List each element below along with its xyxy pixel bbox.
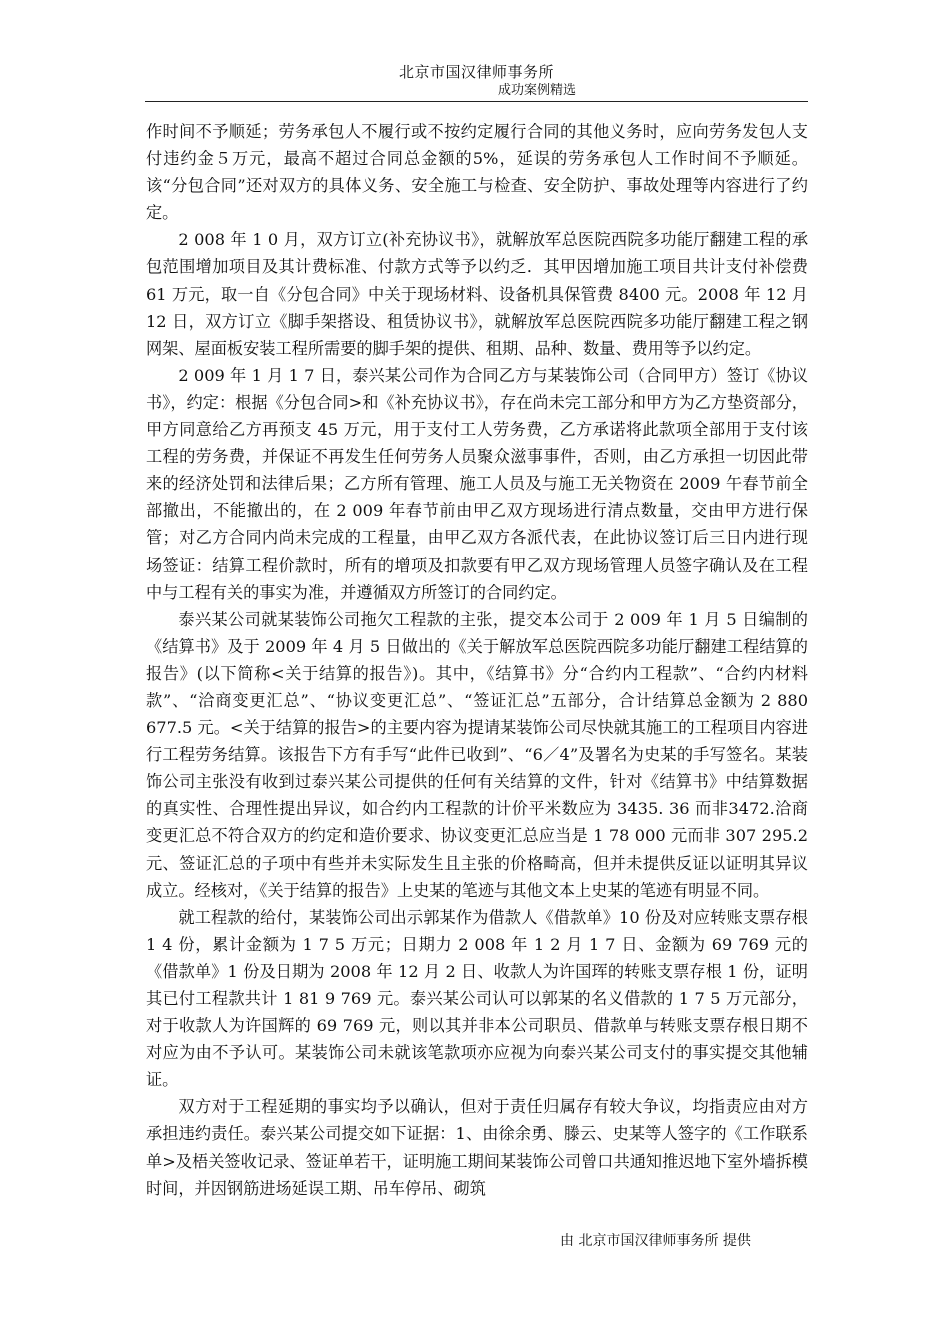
header-rule xyxy=(145,101,808,102)
paragraph: 作时间不予顺延；劳务承包人不履行或不按约定履行合同的其他义务时，应向劳务发包人支付违约金５万元，最高不超过合同总金额的5%，延误的劳务承包人工作时间不予顺延。该“分包合同”还对双方的具体义务、安全施工与检查、安全防护、事故处理等内容进行了约定。 xyxy=(146,122,808,223)
page-footer: 由 北京市国汉律师事务所 提供 xyxy=(560,1233,751,1249)
firm-name: 北京市国汉律师事务所 xyxy=(398,63,554,81)
paragraph: 双方对于工程延期的事实均予以确认，但对于责任归属存有较大争议，均指责应由对方承担违约责任。泰兴某公司提交如下证据：1、由徐余勇、滕云、史某等人签字的《工作联系单>及梧关签收记录、签证单若干，证明施工期间某装饰公司曾口共通知推迟地下室外墙拆模时间，并因钢筋进场延误工期、吊车停吊、砌筑 xyxy=(146,1097,808,1198)
paragraph: 2 008 年 1 0 月，双方订立(补充协议书》，就解放军总医院西院多功能厅翻建工程的承包范围增加项目及其计费标准、付款方式等予以约乏．其甲因增加施工项目共计支付补偿费 61 万元，取一自《分包合同》中关于现场材料、设备机具保管费 8400 元。2008 年 12 月 12 日，双方订立《脚手架搭设、租赁协议书》，就解放军总医院西院多功能厅翻建工程之钢网架、屋面板安装工程所需要的脚手架的提供、租期、品种、数量、费用等予以约定。 xyxy=(146,230,808,358)
page-header xyxy=(145,62,808,99)
paragraph: 泰兴某公司就某装饰公司拖欠工程款的主张，提交本公司于 2 009 年 1 月 5 日编制的《结算书》及于 2009 年 4 月 5 日做出的《关于解放军总医院西院多功能厅翻建工程结算的报告》(以下简称<关于结算的报告》)。其中，《结算书》分“合约内工程款”、“合约内材料款”、“洽商变更汇总”、“协议变更汇总”、“签证汇总”五部分，合计结算总金额为 2 880 677.5 元。<关于结算的报告>的主要内容为提请某装饰公司尽快就其施工的工程项目内容进行工程劳务结算。该报告下方有手写“此件已收到”、“6／4”及署名为史某的手写签名。某装饰公司主张没有收到过泰兴某公司提供的任何有关结算的文件，针对《结算书》中结算数据的真实性、合理性提出异议，如合约内工程款的计价平米数应为 3435. 36 而非3472.洽商变更汇总不符合双方的约定和造价要求、协议变更汇总应当是 1 78 000 元而非 307 295.2 元、签证汇总的子项中有些并未实际发生且主张的价格畸高，但并未提供反证以证明其异议成立。经核对，《关于结算的报告》上史某的笔迹与其他文本上史某的笔迹有明显不同。 xyxy=(146,609,808,900)
paragraph: 就工程款的给付，某装饰公司出示郭某作为借款人《借款单》10 份及对应转账支票存根 1 4 份，累计金额为 1 7 5 万元；日期力 2 008 年 1 2 月 1 7 日、金额为 69 769 元的《借款单》1 份及日期为 2008 年 12 月 2 日、收款人为许国珲的转账支票存根 1 份，证明其已付工程款共计 1 81 9 769 元。泰兴某公司认可以郭某的名义借款的 1 7 5 万元部分，对于收款人为许国辉的 69 769 元，则以其并非本公司职员、借款单与转账支票存根日期不对应为由不予认可。某装饰公司未就该笔款项亦应视为向泰兴某公司支付的事实提交其他辅证。 xyxy=(146,907,808,1090)
paragraph: 2 009 年 1 月 1 7 日，泰兴某公司作为合同乙方与某装饰公司（合同甲方）签订《协议书》，约定：根据《分包合同>和《补充协议书》，存在尚未完工部分和甲方为乙方垫资部分，甲方同意给乙方再预支 45 万元，用于支付工人劳务费，乙方承诺将此款项全部用于支付该工程的劳务费，并保证不再发生任何劳务人员聚众滋事事件，否则，由乙方承担一切因此带来的经济处罚和法律后果；乙方所有管理、施工人员及与施工无关物资在 2009 午春节前全部撤出，不能撤出的，在 2 009 年春节前由甲乙双方现场进行清点数量，交由甲方进行保管；对乙方合同内尚未完成的工程量，由甲乙双方各派代表，在此协议签订后三日内进行现场签证：结算工程价款时，所有的增项及扣款要有甲乙双方现场管理人员签字确认及在工程中与工程有关的事实为准，并遵循双方所签订的合同约定。 xyxy=(146,365,808,602)
header-subtitle: 成功案例精选 xyxy=(497,83,576,98)
document-body xyxy=(146,118,808,1202)
